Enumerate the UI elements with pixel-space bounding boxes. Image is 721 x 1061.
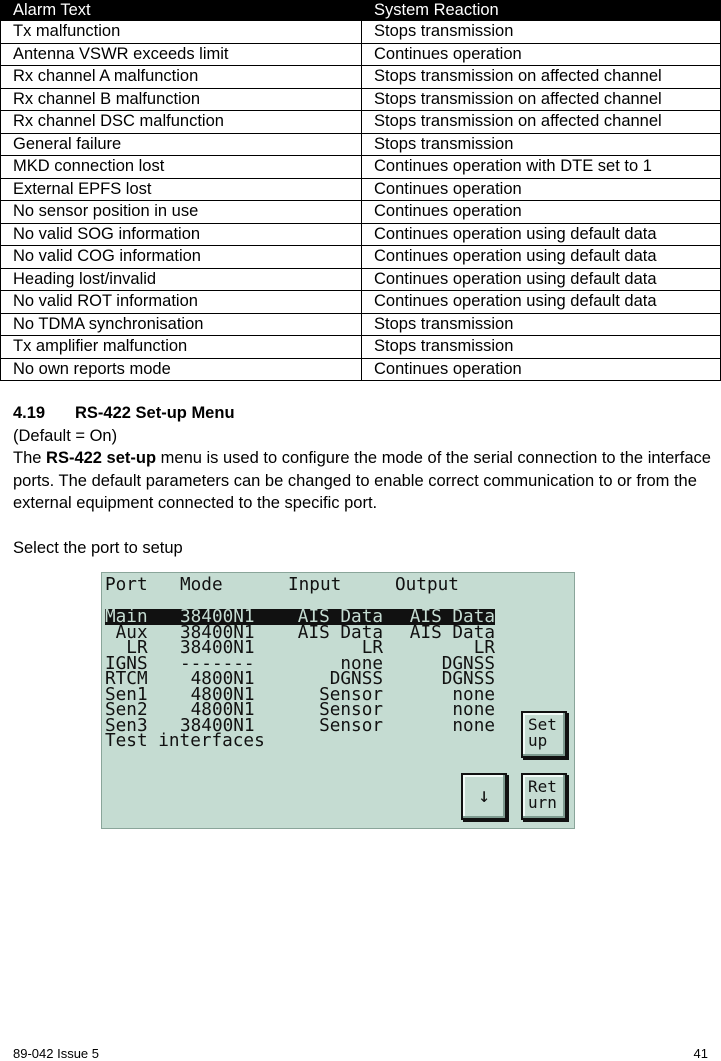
col-port-header: Port — [105, 575, 148, 595]
alarm-table-row — [1, 268, 721, 291]
alarm-table-row — [1, 178, 721, 201]
port-row[interactable] — [105, 622, 495, 643]
alarm-table-row — [1, 88, 721, 111]
port-port-cell: Sen1 — [105, 684, 148, 705]
system-reaction-cell: Continues operation — [362, 201, 721, 224]
section-number: 4.19 — [13, 404, 46, 422]
system-reaction-cell: Stops transmission on affected channel — [362, 88, 721, 111]
port-mode-cell: 38400N1 — [180, 638, 255, 658]
system-reaction-cell: Stops transmission on affected channel — [362, 111, 721, 134]
alarm-table-row — [1, 201, 721, 224]
col-output-header: Output — [395, 575, 459, 595]
alarm-text-cell: No sensor position in use — [1, 201, 362, 224]
port-row[interactable] — [105, 702, 495, 718]
port-mode-cell: 38400N1 — [180, 715, 255, 736]
port-port-cell: Sen3 — [105, 715, 148, 736]
alarm-table-row — [1, 133, 721, 156]
port-mode-cell: 4800N1 — [180, 684, 255, 705]
alarm-text-cell: No TDMA synchronisation — [1, 313, 362, 336]
system-reaction-cell: Stops transmission — [362, 336, 721, 359]
port-input-cell: DGNSS — [329, 669, 383, 689]
description-paragraph — [13, 447, 713, 515]
port-output-cell: none — [452, 684, 495, 705]
alarm-text-cell: No valid ROT information — [1, 291, 362, 314]
alarm-text-cell: Antenna VSWR exceeds limit — [1, 43, 362, 66]
port-output-cell: DGNSS — [441, 653, 495, 674]
system-reaction-cell: Stops transmission — [362, 21, 721, 44]
alarm-text-cell: Rx channel DSC malfunction — [1, 111, 362, 134]
port-output-cell: none — [452, 715, 495, 736]
col-mode-header: Mode — [180, 575, 223, 595]
alarm-table-row — [1, 291, 721, 314]
system-reaction-cell: Stops transmission — [362, 313, 721, 336]
port-input-cell: Sensor — [319, 715, 383, 736]
port-port-cell: Sen2 — [105, 700, 148, 720]
port-port-cell: LR — [105, 638, 148, 658]
para-bold-term: RS-422 set-up — [46, 449, 157, 467]
port-mode-cell: ------- — [180, 653, 255, 674]
port-output-cell: AIS Data — [409, 607, 495, 627]
down-arrow-button[interactable]: ↓ — [461, 773, 507, 820]
system-reaction-cell: Continues operation using default data — [362, 246, 721, 269]
port-mode-cell: 38400N1 — [180, 607, 255, 627]
setup-button[interactable]: Set up — [521, 711, 567, 758]
footer-page-number: 41 — [693, 1046, 708, 1061]
port-port-cell: Main — [105, 607, 148, 627]
para-prefix: The — [13, 449, 47, 467]
return-button[interactable]: Ret urn — [521, 773, 567, 820]
port-output-cell: DGNSS — [441, 669, 495, 689]
alarm-text-cell: No own reports mode — [1, 358, 362, 381]
default-note: (Default = On) — [13, 426, 118, 445]
alarm-table-body — [1, 21, 721, 381]
port-port-cell: RTCM — [105, 669, 148, 689]
port-output-cell: LR — [473, 638, 495, 658]
port-input-cell: Sensor — [319, 700, 383, 720]
port-input-cell: AIS Data — [297, 607, 383, 627]
alarm-text-cell: Heading lost/invalid — [1, 268, 362, 291]
alarm-text-cell: Rx channel A malfunction — [1, 66, 362, 89]
system-reaction-cell: Continues operation using default data — [362, 268, 721, 291]
system-reaction-cell: Continues operation using default data — [362, 223, 721, 246]
alarm-text-cell: MKD connection lost — [1, 156, 362, 179]
alarm-table — [0, 0, 721, 381]
section-4-19 — [13, 402, 713, 559]
system-reaction-cell: Continues operation — [362, 358, 721, 381]
port-output-cell: none — [452, 700, 495, 720]
port-row[interactable] — [105, 653, 495, 674]
header-system-reaction: System Reaction — [362, 1, 721, 21]
alarm-text-cell: No valid SOG information — [1, 223, 362, 246]
alarm-table-row — [1, 111, 721, 134]
system-reaction-cell: Continues operation with DTE set to 1 — [362, 156, 721, 179]
alarm-table-row — [1, 43, 721, 66]
test-interfaces-row[interactable]: Test interfaces — [105, 731, 265, 751]
alarm-table-row — [1, 66, 721, 89]
rs422-setup-screen — [101, 572, 575, 829]
alarm-table-row — [1, 246, 721, 269]
system-reaction-cell: Stops transmission on affected channel — [362, 66, 721, 89]
alarm-text-cell: General failure — [1, 133, 362, 156]
section-title: RS-422 Set-up Menu — [75, 404, 235, 422]
alarm-text-cell: Tx amplifier malfunction — [1, 336, 362, 359]
port-mode-cell: 4800N1 — [180, 700, 255, 720]
port-row[interactable] — [105, 671, 495, 687]
alarm-table-row — [1, 358, 721, 381]
alarm-table-row — [1, 223, 721, 246]
port-input-cell: LR — [361, 638, 383, 658]
alarm-table-header-row — [1, 1, 721, 21]
port-input-cell: Sensor — [319, 684, 383, 705]
alarm-text-cell: External EPFS lost — [1, 178, 362, 201]
system-reaction-cell: Continues operation — [362, 178, 721, 201]
port-mode-cell: 38400N1 — [180, 622, 255, 643]
port-input-cell: none — [340, 653, 383, 674]
alarm-text-cell: Tx malfunction — [1, 21, 362, 44]
alarm-table-row — [1, 336, 721, 359]
port-row[interactable] — [105, 684, 495, 705]
alarm-text-cell: No valid COG information — [1, 246, 362, 269]
section-heading — [13, 402, 713, 425]
system-reaction-cell: Stops transmission — [362, 133, 721, 156]
alarm-table-row — [1, 313, 721, 336]
footer-doc-id: 89-042 Issue 5 — [13, 1046, 100, 1061]
screen-header-row — [105, 577, 459, 593]
port-mode-cell: 4800N1 — [180, 669, 255, 689]
para-rest: menu is used to configure the mode of the serial connection to the interface ports. The default parameters can be changed to enable correct communication to or from the external equipment connected to the specific port. — [13, 449, 711, 512]
port-input-cell: AIS Data — [297, 622, 383, 643]
alarm-text-cell: Rx channel B malfunction — [1, 88, 362, 111]
instruction-text: Select the port to setup — [13, 538, 183, 557]
port-output-cell: AIS Data — [409, 622, 495, 643]
header-alarm-text: Alarm Text — [1, 1, 362, 21]
alarm-table-row — [1, 21, 721, 44]
alarm-table-row — [1, 156, 721, 179]
system-reaction-cell: Continues operation using default data — [362, 291, 721, 314]
port-port-cell: IGNS — [105, 653, 148, 674]
system-reaction-cell: Continues operation — [362, 43, 721, 66]
port-row[interactable] — [105, 640, 495, 656]
col-input-header: Input — [288, 575, 342, 595]
port-port-cell: Aux — [105, 622, 148, 643]
